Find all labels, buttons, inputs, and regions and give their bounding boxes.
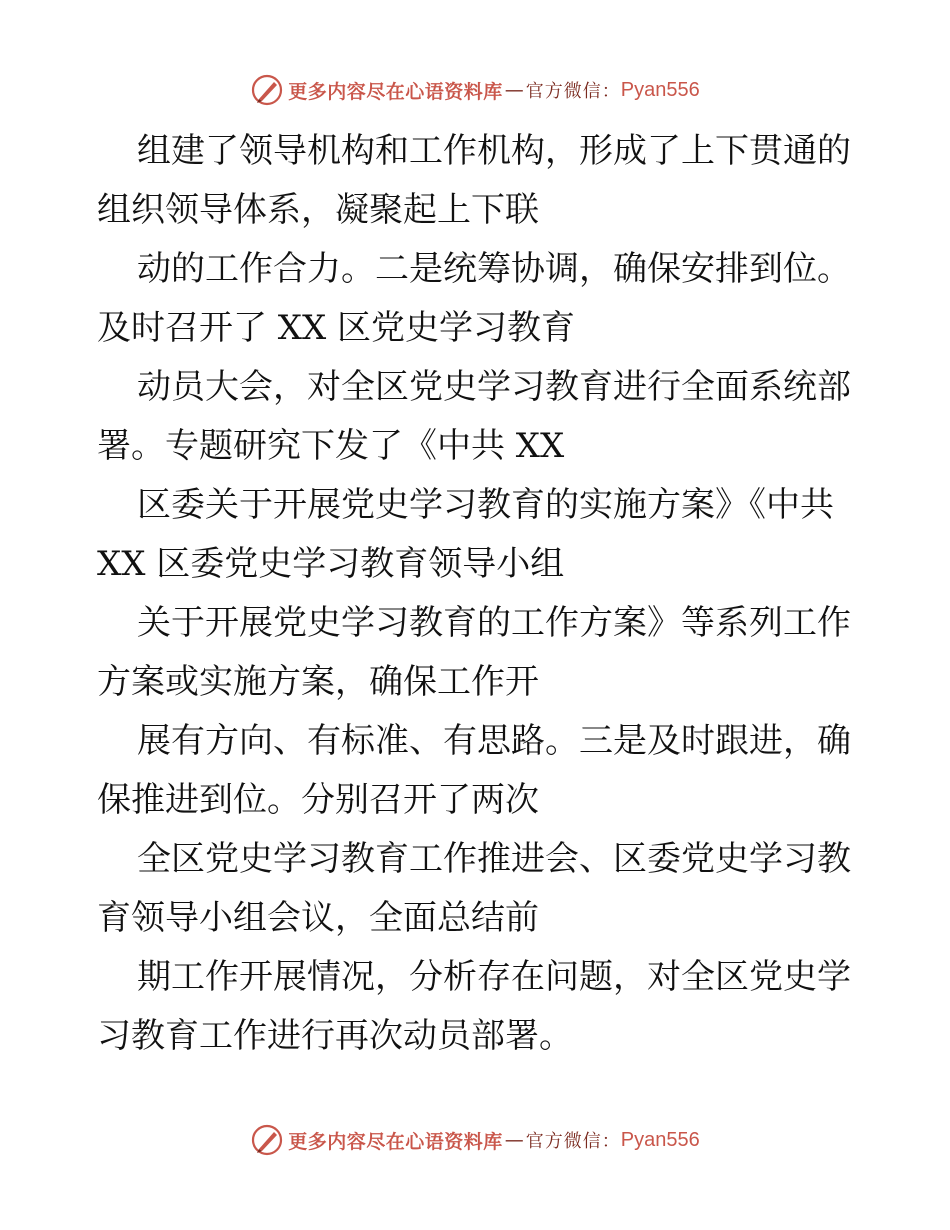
quill-pen-in-circle-icon	[250, 73, 284, 107]
body-line: 保推进到位。分别召开了两次	[97, 780, 539, 820]
watermark-text: 更多内容尽在心语资料库	[288, 80, 503, 103]
body-line: 习教育工作进行再次动员部署。	[97, 1016, 573, 1056]
watermark-text: 更多内容尽在心语资料库	[288, 1130, 503, 1153]
body-line: 动的工作合力。二是统筹协调，确保安排到位。	[137, 249, 851, 289]
header-watermark	[0, 70, 950, 110]
body-line: XX 区委党史学习教育领导小组	[97, 544, 565, 584]
body-line: 区委关于开展党史学习教育的实施方案》《中共	[137, 485, 834, 525]
body-line: 动员大会，对全区党史学习教育进行全面系统部	[137, 367, 851, 407]
document-body	[97, 122, 857, 1066]
body-line: 组织领导体系，凝聚起上下联	[97, 190, 539, 230]
body-line: 育领导小组会议，全面总结前	[97, 898, 539, 938]
body-line: 方案或实施方案，确保工作开	[97, 662, 539, 702]
body-line: 期工作开展情况，分析存在问题，对全区党史学	[137, 957, 851, 997]
body-line: 关于开展党史学习教育的工作方案》等系列工作	[137, 603, 851, 643]
watermark-official-label: 官方微信：	[525, 1131, 621, 1152]
body-line: 及时召开了 XX 区党史学习教育	[97, 308, 576, 348]
body-line: 展有方向、有标准、有思路。三是及时跟进，确	[137, 721, 851, 761]
watermark-official-label: 官方微信：	[525, 81, 621, 102]
body-line: 全区党史学习教育工作推进会、区委党史学习教	[137, 839, 851, 879]
watermark-dash: —	[504, 1129, 524, 1151]
body-line: 署。专题研究下发了《中共 XX	[97, 426, 565, 466]
watermark-wechat-id: Pyan556	[620, 78, 700, 101]
watermark-dash: —	[504, 79, 524, 101]
body-line: 组建了领导机构和工作机构，形成了上下贯通的	[137, 131, 851, 171]
quill-pen-in-circle-icon	[250, 1123, 284, 1157]
footer-watermark	[0, 1120, 950, 1160]
watermark-wechat-id: Pyan556	[620, 1128, 700, 1151]
